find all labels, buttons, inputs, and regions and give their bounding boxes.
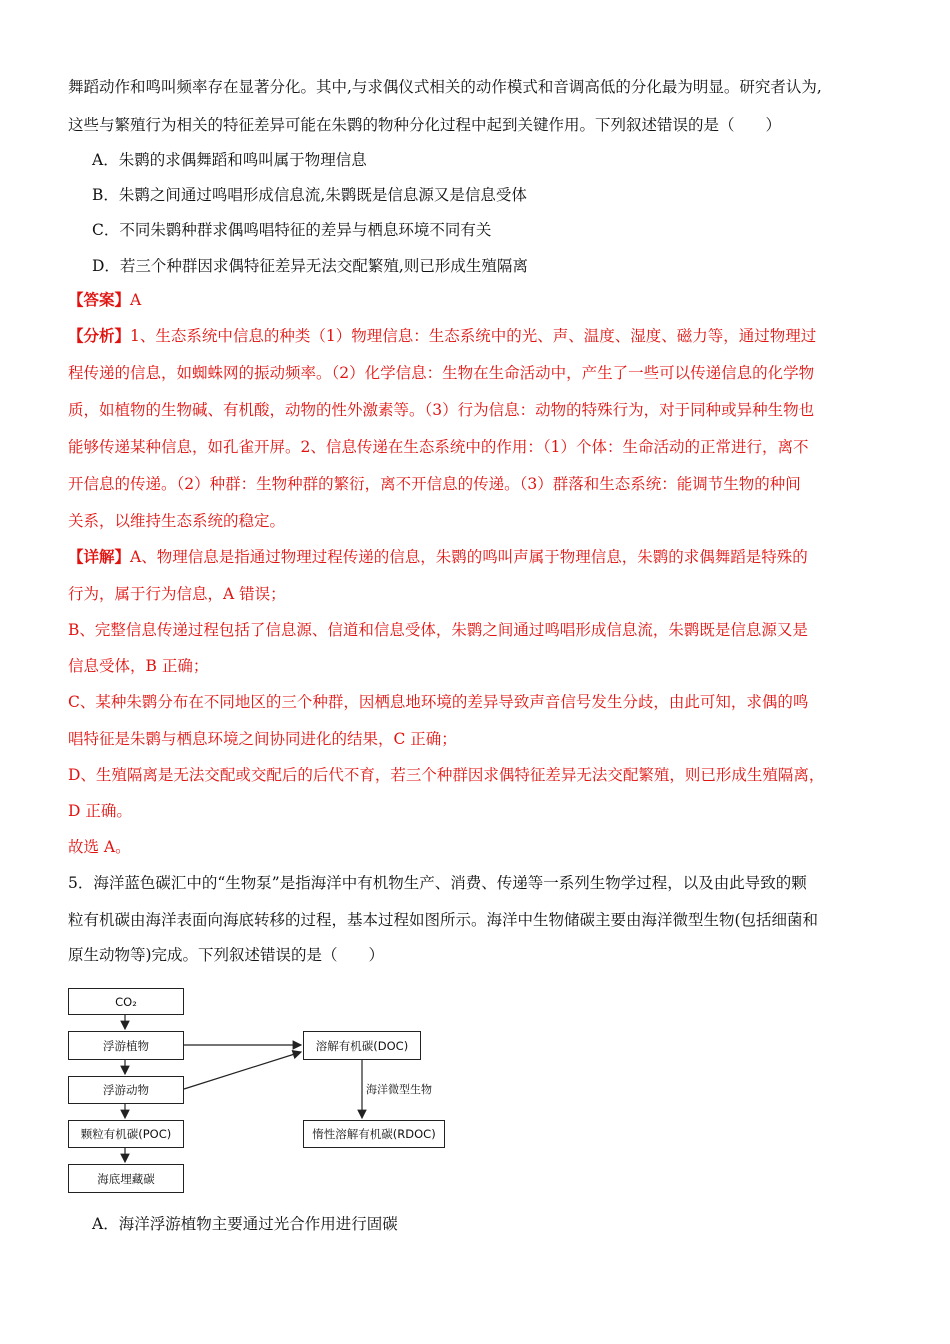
analysis-line: 程传递的信息，如蜘蛛网的振动频率。（2）化学信息：生物在生命活动中，产生了一些可以传递信息的化学物 xyxy=(68,364,815,382)
question5-line: 原生动物等)完成。下列叙述错误的是（ ） xyxy=(68,946,385,964)
detail-line: 故选 A。 xyxy=(68,838,131,856)
detail-line: C、某种朱鹮分布在不同地区的三个种群，因栖息地环境的差异导致声音信号发生分歧，由此可知，求偶的鸣 xyxy=(68,693,809,711)
answer-line xyxy=(68,290,888,310)
answer-value: A xyxy=(130,291,142,309)
analysis-line: 质，如植物的生物碱、有机酸，动物的性外激素等。（3）行为信息：动物的特殊行为，对于同种或异种生物也 xyxy=(68,401,815,419)
detail-line: B、完整信息传递过程包括了信息源、信道和信息受体，朱鹮之间通过鸣唱形成信息流，朱鹮既是信息源又是 xyxy=(68,621,808,639)
analysis-line: 能够传递某种信息，如孔雀开屏。2、信息传递在生态系统中的作用：（1）个体：生命活动的正常进行，离不 xyxy=(68,438,809,456)
q5-option-a: A．海洋浮游植物主要通过光合作用进行固碳 xyxy=(92,1215,398,1233)
rdoc-box: 惰性溶解有机碳(RDOC) xyxy=(303,1120,445,1148)
question5-line: 粒有机碳由海洋表面向海底转移的过程，基本过程如图所示。海洋中生物储碳主要由海洋微型生物(包括细菌和 xyxy=(68,911,819,929)
analysis-line: 关系，以维持生态系统的稳定。 xyxy=(68,512,286,530)
option-b: B．朱鹮之间通过鸣唱形成信息流,朱鹮既是信息源又是信息受体 xyxy=(92,186,527,204)
arrow-animals-to-doc xyxy=(184,1052,301,1089)
detail-tag: 【详解】 xyxy=(68,547,131,566)
analysis-line: 开信息的传递。（2）种群：生物种群的繁衍，离不开信息的传递。（3）群落和生态系统：能调节生物的种间 xyxy=(68,475,801,493)
carbon-pump-diagram xyxy=(68,984,458,1196)
detail-line: D 正确。 xyxy=(68,802,132,820)
question5-line: 5．海洋蓝色碳汇中的“生物泵”是指海洋中有机物生产、消费、传递等一系列生物学过程，以及由此导致的颗 xyxy=(68,874,807,892)
detail-line: 唱特征是朱鹮与栖息环境之间协同进化的结果，C 正确； xyxy=(68,730,457,748)
plankton-animals-box: 浮游动物 xyxy=(68,1076,184,1104)
option-c: C．不同朱鹮种群求偶鸣唱特征的差异与栖息环境不同有关 xyxy=(92,221,492,239)
detail-text: A、物理信息是指通过物理过程传递的信息，朱鹮的鸣叫声属于物理信息，朱鹮的求偶舞蹈是特殊的 xyxy=(130,548,808,566)
detail-line: 行为，属于行为信息，A 错误； xyxy=(68,585,286,603)
question-text-line: 舞蹈动作和鸣叫频率存在显著分化。其中,与求偶仪式相关的动作模式和音调高低的分化最为明显。研究者认为, xyxy=(68,78,822,96)
detail-line: D、生殖隔离是无法交配或交配后的后代不育，若三个种群因求偶特征差异无法交配繁殖，则已形成生殖隔离， xyxy=(68,766,825,784)
answer-tag: 【答案】 xyxy=(68,290,131,309)
option-d: D．若三个种群因求偶特征差异无法交配繁殖,则已形成生殖隔离 xyxy=(92,257,528,275)
analysis-tag: 【分析】 xyxy=(68,326,131,345)
doc-box: 溶解有机碳(DOC) xyxy=(303,1031,421,1060)
detail-line: 信息受体，B 正确； xyxy=(68,657,209,675)
co2-box: CO₂ xyxy=(68,988,184,1015)
poc-box: 颗粒有机碳(POC) xyxy=(68,1120,184,1148)
plankton-plants-box: 浮游植物 xyxy=(68,1031,184,1060)
analysis-text: 1、生态系统中信息的种类（1）物理信息：生态系统中的光、声、温度、湿度、磁力等，通过物理过 xyxy=(130,327,817,345)
seabed-carbon-box: 海底埋藏碳 xyxy=(68,1164,184,1193)
option-a: A．朱鹮的求偶舞蹈和鸣叫属于物理信息 xyxy=(92,151,367,169)
question-text-line: 这些与繁殖行为相关的特征差异可能在朱鹮的物种分化过程中起到关键作用。下列叙述错误的是（ ） xyxy=(68,116,782,134)
microbes-label: 海洋微型生物 xyxy=(366,1083,432,1096)
detail-line xyxy=(68,547,888,567)
analysis-line xyxy=(68,326,888,346)
